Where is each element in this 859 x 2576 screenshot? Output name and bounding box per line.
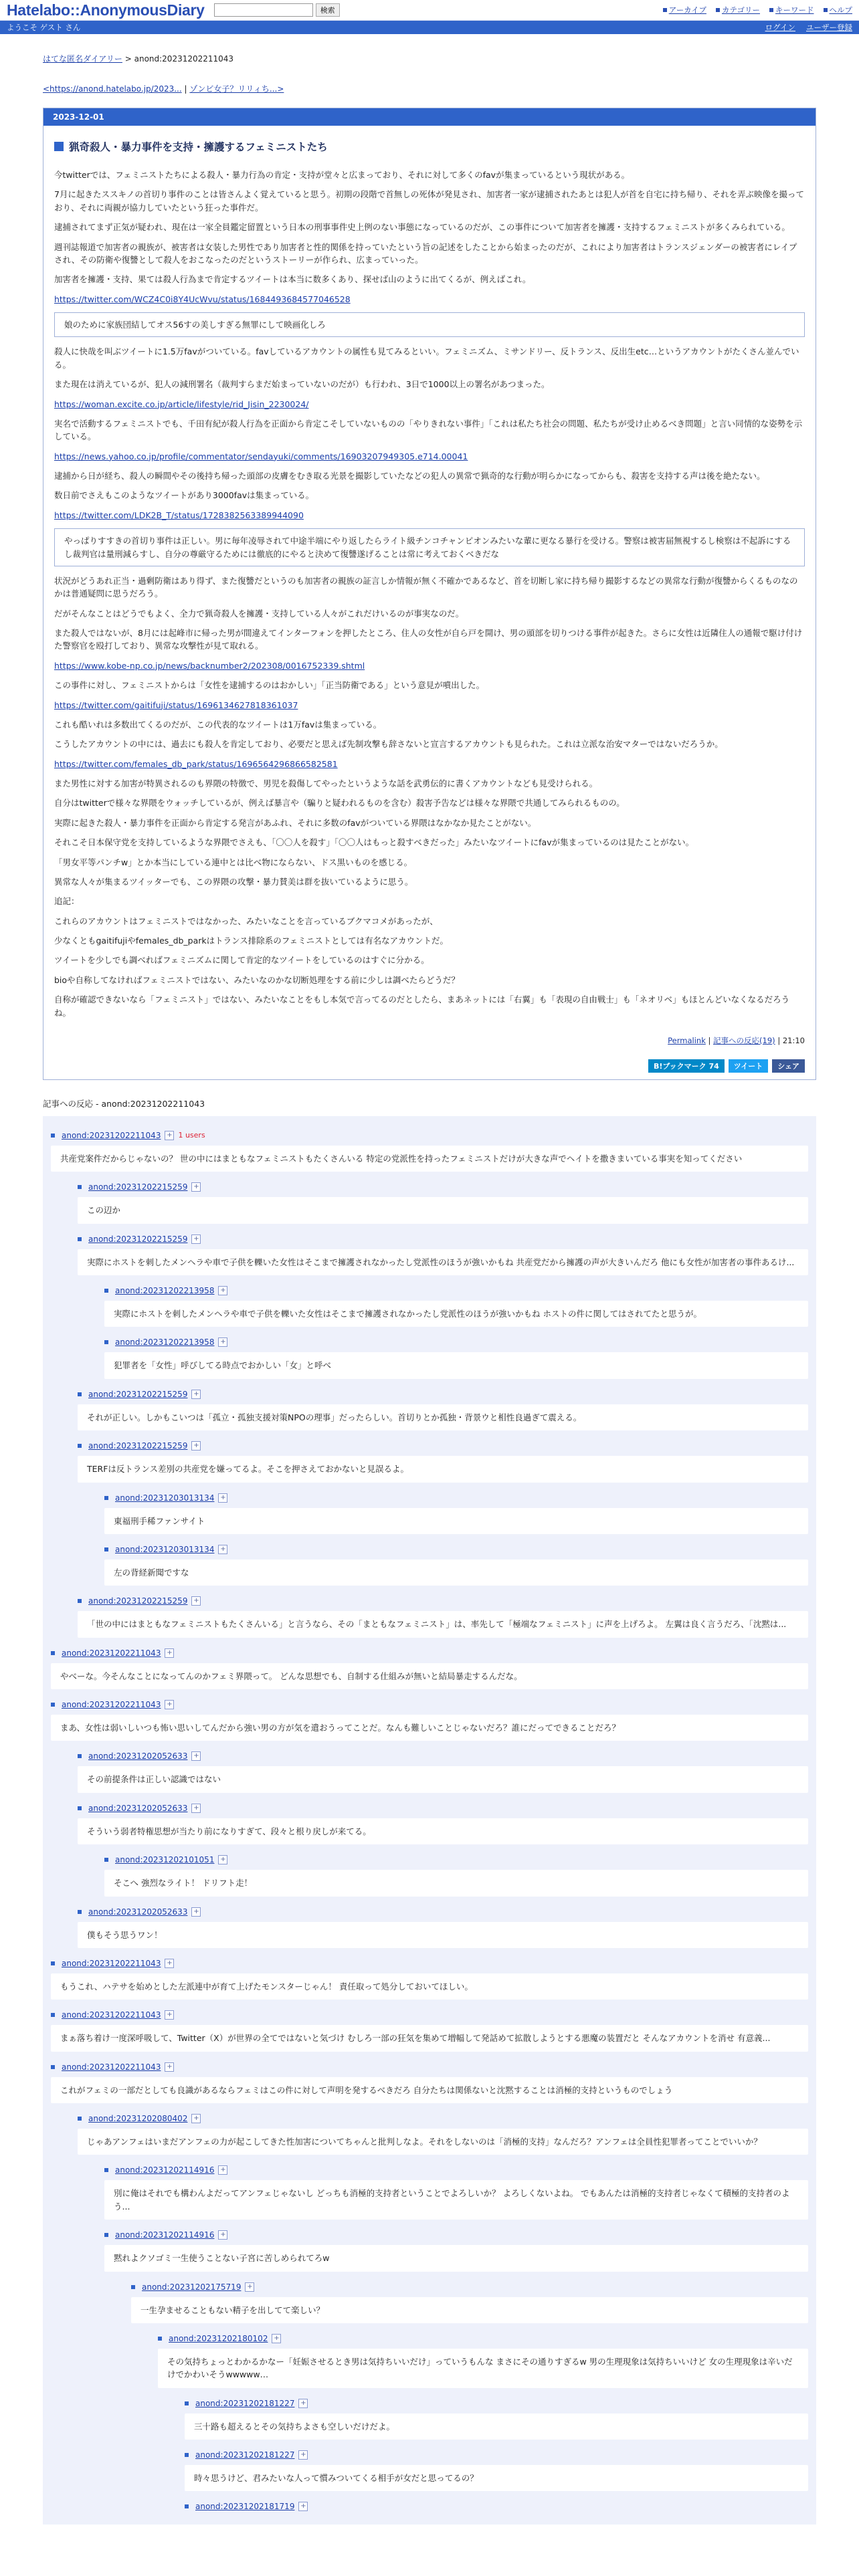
reaction-item (51, 1648, 808, 1689)
bullet-icon (716, 8, 720, 12)
add-star-icon[interactable]: + (218, 1855, 227, 1864)
add-star-icon[interactable]: + (165, 1648, 174, 1658)
reaction-id-link[interactable]: anond:20231202211043 (62, 2062, 161, 2072)
entry-paragraph: 逮捕から日が経ち、殺人の瞬間やその後持ち帰った頭部の皮膚をむき取る光景を撮影していたなどの犯人の異常で猟奇的な行動が明らかになってからも、殺害を支持する声は後を絶たない。 (54, 471, 765, 481)
user-bar (0, 21, 859, 34)
nav-help[interactable] (824, 5, 853, 15)
entry-paragraph: 週刊誌報道で加害者の親族が、被害者は女装した男性であり加害者と性的関係を持っていたという旨の記述をしたことから始まったのだが、これにより加害者はトランスジェンダーの被害者にレイプされ、その防衛や復讐として殺人をおこなったのだというストーリーが作られ、広まっていった。 (54, 241, 797, 265)
entry-paragraph: 数日前でさえもこのようなツイートがあり3000favは集まっている。 (54, 490, 314, 501)
breadcrumb-home[interactable]: はてな匿名ダイアリー (43, 54, 122, 64)
nav-keyword[interactable] (769, 5, 814, 15)
entry-paragraph: 実名で活動するフェミニストでも、千田有紀が殺人行為を正面から肯定こそしていないものの「やりきれない事件」「これは私たち社会の問題、私たちが受け止めるべき問題」と言い同情的な姿勢を示している。 (54, 418, 803, 442)
reaction-header (51, 2010, 808, 2020)
entry-paragraph: また現在は消えているが、犯人の減刑署名（裁判すらまだ始まっていないのだが）も行われ、3日で1000以上の署名があつまった。 (54, 379, 550, 390)
reaction-text: それが正しい。しかもこいつは「孤立・孤独支援対策NPOの理事」だったらしい。首切りとか孤独・背景ウと相性良過ぎて震える。 (78, 1404, 808, 1430)
add-star-icon[interactable]: + (191, 1596, 201, 1606)
entry-paragraph: 7月に起きたススキノの首切り事件のことは皆さんよく覚えていると思う。初期の段階で首無しの死体が発見され、加害者一家が逮捕されたあとは犯人が首を自宅に持ち帰り、それを弄ぶ映像を撮っており、それに両親が協力していたという狂った事件だ。 (54, 189, 804, 213)
add-star-icon[interactable]: + (218, 1545, 227, 1554)
reaction-header (104, 1286, 808, 1295)
add-star-icon[interactable]: + (218, 1286, 227, 1295)
entry-paragraph: 「男女平等パンチw」とか本当にしている連中とは比べ物にならない、ドス黒いものを感じる。 (54, 857, 413, 867)
entry-paragraph: それこそ日本保守党を支持しているような界隈でさえも、「〇〇人を殺す」「〇〇人はもっと殺すべきだった」みたいなツイートにfavが集まっているのは見たことがない。 (54, 837, 694, 848)
reaction-text: その気持ちょっとわかるかなー「妊娠させるとき男は気持ちいいだけ」っていうもんな まさにその通りすぎるw 男の生理現象は気持ちいいけど 女の生理現象は辛いだけでかわいそうwwwww… (158, 2349, 808, 2388)
reaction-item (104, 1545, 808, 1586)
reaction-header (78, 1235, 808, 1244)
reaction-item (78, 1907, 808, 1948)
reaction-text: その前提条件は正しい認識ではない (78, 1766, 808, 1792)
reaction-item (51, 1131, 808, 1172)
entry-link-paragraph (54, 699, 805, 712)
reaction-text: TERFは反トランス差別の共産党を嫌ってるよ。そこを押さえておかないと見誤るよ。 (78, 1456, 808, 1482)
reaction-text: この辺か (78, 1197, 808, 1223)
add-star-icon[interactable]: + (165, 2062, 174, 2072)
reaction-text: そういう弱者特権思想が当たり前になりすぎて、段々と根り戻しが来てる。 (78, 1818, 808, 1844)
add-star-icon[interactable]: + (165, 1700, 174, 1709)
entry-link[interactable]: https://news.yahoo.co.jp/profile/commentator/sendayuki/comments/16903207949305.e714.00041 (54, 451, 468, 461)
reaction-text: 共産党案件だからじゃないの？ 世の中にはまともなフェミニストもたくさんいる 特定の党派性を持ったフェミニストだけが大きな声でヘイトを撒きまいている事実を知ってください (51, 1146, 808, 1172)
reaction-id-link[interactable]: anond:20231202052633 (88, 1907, 188, 1917)
add-star-icon[interactable]: + (191, 2114, 201, 2123)
reaction-id-link[interactable]: anond:20231202211043 (62, 1648, 161, 1658)
reaction-header (51, 1648, 808, 1658)
reaction-id-link[interactable]: anond:20231202215259 (88, 1234, 188, 1244)
reaction-item (104, 1337, 808, 1378)
bullet-icon (769, 8, 773, 12)
reaction-text: やべーな。今そんなことになってんのかフェミ界隈って。 どんな思想でも、自制する仕組みが無いと結局暴走するんだな。 (51, 1663, 808, 1689)
diary-entry (43, 108, 816, 1080)
login-link[interactable]: ログイン (765, 23, 795, 32)
reaction-header (78, 1751, 808, 1761)
breadcrumb-current: anond:20231202211043 (134, 54, 234, 64)
title-marker-icon (54, 142, 64, 151)
add-star-icon[interactable]: + (165, 1131, 174, 1140)
entry-paragraphs-3 (54, 574, 805, 1019)
add-star-icon[interactable]: + (191, 1182, 201, 1192)
reaction-header (51, 1131, 808, 1140)
nav-category-label: カテゴリー (721, 5, 760, 15)
facebook-share-button[interactable]: シェア (772, 1059, 805, 1073)
entry-body (43, 126, 816, 1079)
bullet-icon (824, 8, 828, 12)
reaction-text: 左の背経新聞ですな (104, 1560, 808, 1586)
entry-paragraph: bioや自称してなければフェミニストではない、みたいなのかな切断処理をする前に少しは調べたらどうだ？ (54, 974, 460, 985)
search-button[interactable]: 検索 (316, 3, 340, 17)
entry-paragraph: 状況がどうあれ正当・過剰防衛はあり得ず、また復讐だというのも加害者の親族の証言しか情報が無く不確かであるなど、首を切断し家に持ち帰り撮影するなどの異常な行動が復讐からくるものなのかは普通疑問に思うだろう。 (54, 575, 798, 599)
entry-link-paragraph (54, 509, 805, 522)
reaction-text: 僕もそう思うワン！ (78, 1922, 808, 1948)
add-star-icon[interactable]: + (218, 2230, 227, 2240)
reaction-header (78, 1390, 808, 1399)
reaction-text: もうこれ、ハテサを始めとした左派連中が育て上げたモンスターじゃん！ 責任取って処分しておいてほしい。 (51, 1973, 808, 2000)
reaction-id-link[interactable]: anond:20231202213958 (115, 1286, 215, 1295)
entry-paragraph: 追記： (54, 896, 80, 907)
entry-paragraph: この事件に対し、フェミニストからは「女性を逮捕するのはおかしい」「正当防衛である」という意見が噴出した。 (54, 680, 485, 691)
reaction-id-link[interactable]: anond:20231202114916 (115, 2165, 215, 2175)
reaction-text: そこへ 強烈なライト！ ドリフト走！ (104, 1870, 808, 1896)
reaction-id-link[interactable]: anond:20231202181227 (195, 2398, 295, 2408)
entry-title-text[interactable]: 猟奇殺人・暴力事件を支持・擁護するフェミニストたち (69, 141, 328, 153)
add-star-icon[interactable]: + (191, 1235, 201, 1244)
entry-paragraph: また殺人ではないが、8月には起峰市に帰った男が間違えてインターフォンを押したところ、住人の女性が自ら戸を開け、男の頭部を切りつける事件が起きた。さらに女性は近隣住人の通報で駆け付けた警察官を殴打しており、異常な攻撃性が見て取れる。 (54, 628, 803, 651)
reaction-header (104, 1545, 808, 1554)
add-star-icon[interactable]: + (298, 2502, 308, 2511)
reaction-text: 実際にホストを刺したメンヘラや車で子供を轢いた女性はそこまで擁護されなかったし党派性のほうが強いかもね ホストの件に関してはされてたと思うが。 (104, 1301, 808, 1327)
main-content (0, 53, 859, 2525)
reaction-text: まあ、女性は弱いしいつも怖い思いしてんだから強い男の方が気を遣おうってことだ。なんも難しいことじゃないだろ？誰にだってできることだろ？ (51, 1715, 808, 1741)
reaction-item (78, 1182, 808, 1223)
reaction-id-link[interactable]: anond:20231202215259 (88, 1441, 188, 1451)
welcome-text: ようこそ ゲスト さん (7, 23, 81, 32)
entry-paragraphs-2 (54, 345, 805, 522)
entry-footer (54, 1035, 805, 1046)
reaction-text: 時々思うけど、君みたいな人って慣みついてくる相手が女だと思ってるの？ (185, 2465, 808, 2491)
entry-paragraph: これも酷いれは多数出てくるのだが、この代表的なツイートは1万favは集まっている。 (54, 719, 382, 730)
reaction-id-link[interactable]: anond:20231202175719 (142, 2282, 242, 2292)
entry-link[interactable]: https://woman.excite.co.jp/article/lifestyle/rid_Jisin_2230024/ (54, 399, 309, 409)
reaction-item (78, 1804, 808, 1844)
entry-link-paragraph (54, 398, 805, 411)
entry-link-paragraph (54, 293, 805, 306)
entry-link-paragraph (54, 659, 805, 672)
nav-archive[interactable] (663, 5, 706, 15)
add-star-icon[interactable]: + (191, 1804, 201, 1813)
reaction-id-link[interactable]: anond:20231202213958 (115, 1337, 215, 1348)
reaction-header (78, 1182, 808, 1192)
nav-keyword-label: キーワード (775, 5, 814, 15)
reaction-text: まぁ落ち着け一度深呼吸して、Twitter（X）が世界の全てではないと気づけ むしろ一部の狂気を集めて増幅して発話めて拡散しようとする悪魔の装置だと そんなアカウントを消せ 有意義... (51, 2025, 808, 2051)
reaction-header (185, 2502, 808, 2511)
next-entry-link[interactable]: ゾンビ女子？リリィち...> (189, 84, 284, 94)
reaction-item (104, 2165, 808, 2220)
share-buttons (54, 1059, 805, 1073)
reaction-item (104, 1855, 808, 1896)
reaction-text: これがフェミの一部だとしても良識があるならフェミはこの件に対して声明を発するべきだろ 自分たちは関係ないと沈黙することは消極的支持というものでしょう (51, 2077, 808, 2103)
reaction-item (104, 1286, 808, 1327)
reactions-heading: 記事への反応 - anond:20231202211043 (43, 1098, 205, 1109)
reactions-tree (43, 1116, 816, 2525)
reaction-id-link[interactable]: anond:20231202101051 (115, 1855, 215, 1865)
add-star-icon[interactable]: + (218, 1337, 227, 1347)
entry-paragraph: 殺人に快哉を叫ぶツイートに1.5万favがついている。favしているアカウントの属性も見てみるといい。フェミニズム、ミサンドリー、反トランス、反出生etc…というアカウントがたくさん並んでいる。 (54, 346, 799, 370)
entry-paragraph: 今twitterでは、フェミニストたちによる殺人・暴力行為の肯定・支持が堂々と広まっており、それに対して多くのfavが集まっているという現状がある。 (54, 170, 630, 180)
quoted-tweet-1: 娘のために家族団結してオス56すの美しすぎる無罪にして映画化しろ (54, 312, 805, 337)
reaction-header (158, 2334, 808, 2343)
reaction-text: じゃあアンフェはいまだアンフェの力が起こしてきた性加害についてちゃんと批判しなよ。それをしないのは「消極的支持」なんだろ？アンフェは全員性犯罪者ってことでいいか？ (78, 2129, 808, 2155)
entry-paragraph: ツイートを少しでも調べればフェミニズムに関して肯定的なツイートをしているのはすぐに分かる。 (54, 955, 430, 966)
reaction-header (104, 1855, 808, 1864)
entry-paragraph: 少なくともgaitifujiやfemales_db_parkはトランス排除系のフェミニストとしては有名なアカウントだ。 (54, 936, 449, 946)
prev-entry-link[interactable]: <https://anond.hatelabo.jp/2023... (43, 84, 182, 94)
reaction-header (51, 1700, 808, 1709)
nav-category[interactable] (716, 5, 760, 15)
entry-link[interactable]: https://www.kobe-np.co.jp/news/backnumber2/202308/0016752339.shtml (54, 660, 365, 671)
add-star-icon[interactable]: + (298, 2399, 308, 2408)
reaction-id-link[interactable]: anond:20231202052633 (88, 1803, 188, 1813)
star-count[interactable]: 1 users (178, 1131, 205, 1140)
permalink-link[interactable]: Permalink (668, 1035, 706, 1045)
reaction-text: 黙れよクソゴミ一生使うことない子宮に苦しめられてろw (104, 2245, 808, 2271)
reactions-link[interactable]: 記事への反応(19) (713, 1035, 775, 1045)
breadcrumb-separator: > (122, 54, 134, 64)
reaction-item (51, 1700, 808, 1741)
entry-time: 21:10 (782, 1035, 805, 1045)
reaction-header (131, 2282, 808, 2292)
reaction-item (104, 2230, 808, 2271)
entry-link-paragraph (54, 450, 805, 463)
bullet-icon (663, 8, 667, 12)
reaction-text: 三十路も超えるとその気持ちよさも空しいだけだよ。 (185, 2413, 808, 2440)
add-star-icon[interactable]: + (191, 1751, 201, 1761)
reaction-id-link[interactable]: anond:20231202215259 (88, 1182, 188, 1192)
reaction-item (185, 2399, 808, 2440)
add-star-icon[interactable]: + (218, 1493, 227, 1503)
reaction-header (78, 2114, 808, 2123)
reaction-item (51, 2062, 808, 2103)
reaction-header (78, 1907, 808, 1917)
add-star-icon[interactable]: + (272, 2334, 281, 2343)
nav-help-label: ヘルプ (829, 5, 852, 15)
add-star-icon[interactable]: + (245, 2282, 254, 2292)
reaction-id-link[interactable]: anond:20231202181227 (195, 2450, 295, 2460)
entry-paragraph: 逮捕されてまず正気が疑われ、現在は一家全員鑑定留置という日本の刑事事件史上例のない事態になっているのだが、この事件について加害者を擁護・支持するフェミニストが多くみられている。 (54, 222, 790, 233)
reaction-header (104, 2165, 808, 2175)
reaction-text: 犯罪者を「女性」呼びしてる時点でおかしい「女」と呼べ (104, 1352, 808, 1378)
reaction-id-link[interactable]: anond:20231202114916 (115, 2230, 215, 2240)
reaction-id-link[interactable]: anond:20231202181719 (195, 2502, 295, 2512)
entry-paragraph: だがそんなことはどうでもよく、全力で猟奇殺人を擁護・支持している人々がこれだけいるのが事実なのだ。 (54, 608, 464, 619)
reaction-id-link[interactable]: anond:20231202180102 (169, 2333, 268, 2343)
entry-link[interactable]: https://twitter.com/gaitifuji/status/1696134627818361037 (54, 700, 298, 710)
entry-link[interactable]: https://twitter.com/LDK2B_T/status/1728382563389944090 (54, 510, 304, 520)
entry-paragraph: こうしたアカウントの中には、過去にも殺人を肯定しており、必要だと思えば先制攻撃も辞さないと宣言するアカウントも見られた。これは立派な治安マターではないだろうか。 (54, 739, 723, 750)
reaction-id-link[interactable]: anond:20231203013134 (115, 1544, 215, 1554)
reaction-header (51, 1959, 808, 1968)
reaction-id-link[interactable]: anond:20231202052633 (88, 1751, 188, 1761)
reaction-header (104, 1337, 808, 1347)
site-logo[interactable]: Hatelabo::AnonymousDiary (7, 1, 205, 19)
footer-separator: | (777, 1035, 783, 1045)
top-nav (663, 5, 852, 15)
reaction-text: 別に俺はそれでも構わんよだってアンフェじゃないし どっちも消極的支持者ということでよろしいか？ よろしくないよね。 でもあんたは消極的支持者じゃなくて積極的支持者のよう... (104, 2180, 808, 2220)
reaction-id-link[interactable]: anond:20231202211043 (62, 1700, 161, 1709)
reaction-item (78, 2114, 808, 2155)
entry-link-paragraph (54, 758, 805, 770)
entry-date: 2023-12-01 (43, 108, 816, 126)
entry-paragraph: 自称が確認できないなら「フェミニスト」ではない、みたいなことをもし本気で言ってるのだとしたら、まあネットには「右翼」も「表現の自由戦士」も「ネオリベ」もほとんどいなくなるだろうね。 (54, 994, 790, 1018)
entry-paragraph: 自分はtwitterで様々な界隈をウォッチしているが、例えば暴言や（騙りと疑われるものを含む）殺害予告などは様々な界隈で共通してみられるものの。 (54, 798, 625, 809)
reaction-id-link[interactable]: anond:20231202211043 (62, 1130, 161, 1140)
reaction-item (51, 2010, 808, 2051)
entry-link[interactable]: https://twitter.com/WCZ4C0i8Y4UcWvu/status/1684493684577046528 (54, 294, 351, 304)
reaction-id-link[interactable]: anond:20231202215259 (88, 1596, 188, 1606)
add-star-icon[interactable]: + (191, 1441, 201, 1451)
add-star-icon[interactable]: + (165, 1959, 174, 1968)
reaction-header (78, 1804, 808, 1813)
entry-link[interactable]: https://twitter.com/females_db_park/status/1696564296866582581 (54, 758, 338, 769)
reaction-id-link[interactable]: anond:20231202211043 (62, 1958, 161, 1968)
reaction-item (131, 2282, 808, 2323)
reaction-item (78, 1390, 808, 1430)
reaction-id-link[interactable]: anond:20231202215259 (88, 1389, 188, 1399)
reaction-header (104, 2230, 808, 2240)
entry-pager (43, 83, 816, 94)
reaction-item (158, 2334, 808, 2388)
reaction-text: 「世の中にはまともなフェミニストもたくさんいる」と言うなら、その「まともなフェミニスト」は、率先して「極端なフェミニスト」に声を上げろよ。 左翼は良く言うだろ、「沈黙は... (78, 1611, 808, 1637)
reaction-item (78, 1441, 808, 1482)
reaction-header (51, 2062, 808, 2072)
pager-separator: | (181, 84, 190, 94)
reaction-item (51, 1959, 808, 2000)
add-star-icon[interactable]: + (191, 1907, 201, 1917)
entry-paragraph: また男性に対する加害が特異されるのも界隈の特徴で、男児を殺傷してやったというような話を武勇伝的に書くアカウントなども見受けられる。 (54, 778, 598, 788)
bookmark-button[interactable]: B!ブックマーク 74 (648, 1059, 725, 1073)
reaction-item (185, 2502, 808, 2511)
add-star-icon[interactable]: + (191, 1390, 201, 1399)
reaction-header (185, 2450, 808, 2460)
add-star-icon[interactable]: + (165, 2010, 174, 2020)
reaction-item (78, 1235, 808, 1275)
top-header (0, 0, 859, 21)
nav-archive-label: アーカイブ (668, 5, 706, 15)
entry-paragraph: 加害者を擁護・支持、果ては殺人行為まで肯定するツイートは本当に数多くあり、探せば山のように出てくるが、例えばこれ。 (54, 274, 531, 285)
reaction-text: 一生孕ませることもない精子を出してて楽しい？ (131, 2297, 808, 2323)
breadcrumb (43, 53, 816, 64)
reaction-id-link[interactable]: anond:20231202080402 (88, 2114, 188, 2123)
reaction-id-link[interactable]: anond:20231202211043 (62, 2010, 161, 2020)
entry-paragraph: 実際に起きた殺人・暴力事件を正面から肯定する発言があふれ、それに多数のfavがついている界隈はなかなか見たことがない。 (54, 817, 537, 828)
search-input[interactable] (214, 3, 313, 17)
reaction-id-link[interactable]: anond:20231203013134 (115, 1493, 215, 1503)
footer-separator: | (708, 1035, 714, 1045)
reaction-header (78, 1596, 808, 1606)
reaction-item (78, 1751, 808, 1792)
register-link[interactable]: ユーザー登録 (806, 23, 852, 32)
reaction-text: 実際にホストを刺したメンヘラや車で子供を轢いた女性はそこまで擁護されなかったし党派性のほうが強いかもね 共産党だから擁護の声が大きいんだろ 他にも女性が加害者の事件あるけ... (78, 1249, 808, 1275)
reaction-item (104, 1493, 808, 1534)
reaction-item (185, 2450, 808, 2491)
reaction-header (78, 1441, 808, 1451)
entry-paragraph: 異常な人々が集まるツイッターでも、この界隈の攻撃・暴力賛美は群を抜いているように思う。 (54, 876, 413, 887)
entry-title (54, 139, 805, 154)
entry-paragraph: これらのアカウントはフェミニストではなかった、みたいなことを言っているブクマコメがあったが、 (54, 916, 438, 926)
entry-paragraphs-1 (54, 169, 805, 306)
add-star-icon[interactable]: + (218, 2165, 227, 2175)
tweet-button[interactable]: ツイート (729, 1059, 768, 1073)
quoted-tweet-2: やっぱりすすきの首切り事件は正しい。男に毎年凌辱されて中途半端にやり返したらライト級チンコチャンピオンみたいな輩に更なる暴行を受ける。警察は被害届無視するし検察は不起訴にするし裁判官は量刑減らすし、自分の尊厳守るためには徹底的にやると決めて復讐遂げることは常に考えておくべきだな (54, 528, 805, 566)
reaction-item (78, 1596, 808, 1637)
reaction-header (185, 2399, 808, 2408)
add-star-icon[interactable]: + (298, 2450, 308, 2460)
reaction-header (104, 1493, 808, 1503)
reaction-text: 東福刑手稀ファンサイト (104, 1508, 808, 1534)
